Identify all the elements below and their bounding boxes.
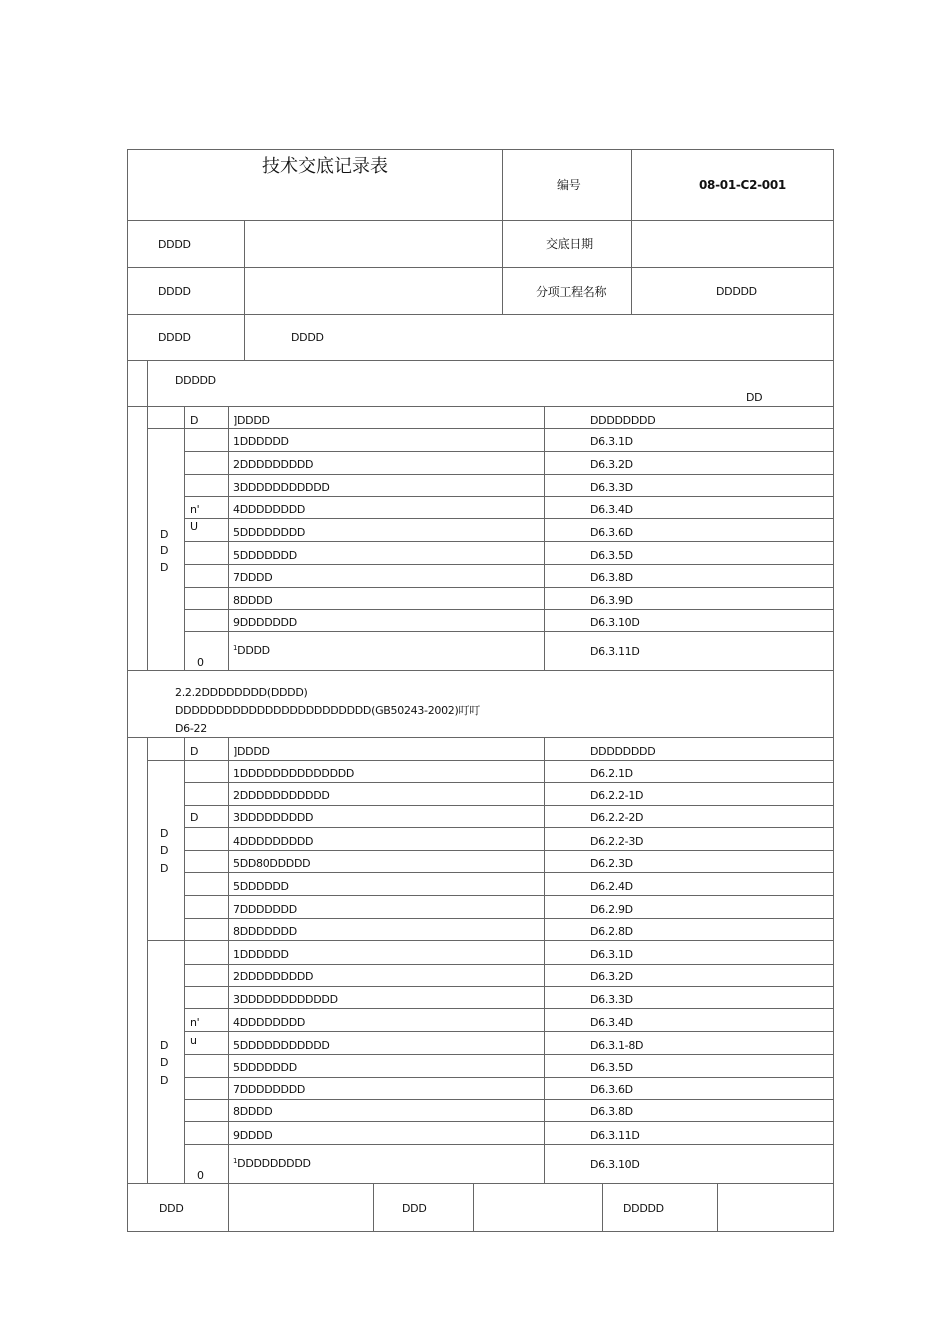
- divider: [184, 1144, 834, 1145]
- section2-col1-header: D: [190, 745, 199, 758]
- section1-title: DDDDD: [175, 374, 216, 387]
- divider: [184, 986, 834, 987]
- divider: [228, 1183, 229, 1232]
- table-cell-ref: D6.3.1D: [590, 948, 633, 961]
- table-cell-ref: D6.3.1-8D: [590, 1039, 644, 1052]
- divider: [127, 1183, 834, 1184]
- divider: [184, 564, 834, 565]
- divider: [127, 406, 834, 407]
- section2-line1: 2.2.2DDDDDDDD(DDDD): [175, 686, 308, 699]
- footer-label-2: DDD: [402, 1202, 427, 1215]
- divider: [147, 737, 148, 1183]
- divider: [127, 220, 834, 221]
- divider: [228, 737, 229, 1183]
- divider: [184, 587, 834, 588]
- divider: [184, 609, 834, 610]
- table-cell-item: 1DDDDDDDDDDDDDD: [233, 767, 355, 780]
- section1-group-label: D: [160, 528, 169, 541]
- section1-col2-header: ]DDDD: [233, 414, 270, 427]
- table-cell-ref: D6.3.11D: [590, 1129, 640, 1142]
- side-mark: 0: [197, 1169, 204, 1182]
- table-cell-ref: D6.2.2-3D: [590, 835, 644, 848]
- divider: [184, 1099, 834, 1100]
- side-mark: U: [190, 520, 198, 533]
- date-label: 交底日期: [546, 237, 593, 251]
- table-cell-item: 5DDDDDDDD: [233, 526, 306, 539]
- divider: [184, 1054, 834, 1055]
- table-cell-item: 2DDDDDDDDD: [233, 970, 314, 983]
- table-cell-ref: D6.3.9D: [590, 594, 633, 607]
- divider: [127, 360, 834, 361]
- section2-line2: DDDDDDDDDDDDDDDDDDDDDDDD(GB50243-2002)叮叮: [175, 704, 480, 717]
- side-mark: 0: [197, 656, 204, 669]
- section1-col3-header: DDDDDDDD: [590, 414, 656, 427]
- table-cell-item: 3DDDDDDDDD: [233, 811, 314, 824]
- side-mark: n': [190, 1016, 200, 1029]
- table-cell-item: 9DDDDDDD: [233, 616, 297, 629]
- table-cell-ref: D6.3.3D: [590, 481, 633, 494]
- info-value-3: DDDD: [291, 331, 324, 344]
- superscript: 1: [233, 644, 238, 652]
- section2-col3-header: DDDDDDDD: [590, 745, 656, 758]
- divider: [184, 964, 834, 965]
- footer-label-1: DDD: [159, 1202, 184, 1215]
- table-cell-ref: D6.2.8D: [590, 925, 633, 938]
- table-cell-ref: D6.3.5D: [590, 1061, 633, 1074]
- divider: [184, 518, 834, 519]
- table-cell-ref: D6.3.2D: [590, 970, 633, 983]
- section1-note: DD: [746, 391, 763, 404]
- divider: [184, 1008, 834, 1009]
- table-cell-item: 5DDDDDDDDDDD: [233, 1039, 330, 1052]
- divider: [147, 940, 834, 941]
- divider: [184, 805, 834, 806]
- table-cell-ref: D6.3.6D: [590, 526, 633, 539]
- divider: [244, 220, 245, 360]
- table-cell-ref: D6.3.10D: [590, 1158, 640, 1171]
- divider: [184, 474, 834, 475]
- table-cell-ref: D6.3.4D: [590, 503, 633, 516]
- divider: [184, 1077, 834, 1078]
- group2-label: D: [160, 1074, 169, 1087]
- section1-col1-header: D: [190, 414, 199, 427]
- group1-label: D: [160, 862, 169, 875]
- table-cell-item: 7DDDDDDD: [233, 903, 297, 916]
- divider: [184, 1031, 834, 1032]
- section2-line3: D6-22: [175, 722, 207, 735]
- divider: [473, 1183, 474, 1232]
- divider: [602, 1183, 603, 1232]
- divider: [184, 1121, 834, 1122]
- divider: [147, 428, 834, 429]
- table-cell-item: 1DDDDDD: [233, 435, 289, 448]
- table-cell-item: 5DD80DDDDD: [233, 857, 311, 870]
- table-cell-ref: D6.3.4D: [590, 1016, 633, 1029]
- table-cell-item: 7DDDDDDDD: [233, 1083, 306, 1096]
- side-mark: n': [190, 503, 200, 516]
- group1-label: D: [160, 827, 169, 840]
- table-cell-ref: D6.3.10D: [590, 616, 640, 629]
- table-cell-ref: D6.3.8D: [590, 571, 633, 584]
- table-cell-ref: D6.3.11D: [590, 645, 640, 658]
- divider: [184, 496, 834, 497]
- divider: [127, 267, 834, 268]
- side-mark: u: [190, 1034, 197, 1047]
- item-text: DDDD: [237, 644, 270, 657]
- table-cell-item: 2DDDDDDDDD: [233, 458, 314, 471]
- table-cell-item: 9DDDD: [233, 1129, 273, 1142]
- footer-label-3: DDDDD: [623, 1202, 664, 1215]
- table-cell-ref: D6.2.2-1D: [590, 789, 644, 802]
- section1-group-label: D: [160, 561, 169, 574]
- table-cell-ref: D6.3.3D: [590, 993, 633, 1006]
- table-cell-item: 5DDDDDD: [233, 880, 289, 893]
- divider: [147, 760, 834, 761]
- divider: [184, 872, 834, 873]
- table-cell-ref: D6.2.9D: [590, 903, 633, 916]
- table-cell-item: 4DDDDDDDDD: [233, 835, 314, 848]
- group2-label: D: [160, 1039, 169, 1052]
- table-cell-ref: D6.2.3D: [590, 857, 633, 870]
- table-cell-item: [233, 644, 270, 657]
- table-cell-item: 1DDDDDD: [233, 948, 289, 961]
- table-cell-item: 5DDDDDDD: [233, 549, 297, 562]
- table-cell-item: 4DDDDDDDD: [233, 1016, 306, 1029]
- info-label-3: DDDD: [158, 331, 191, 344]
- code-value: 08-01-C2-001: [699, 178, 786, 192]
- table-cell-ref: D6.3.2D: [590, 458, 633, 471]
- divider: [502, 149, 503, 314]
- subitem-value: DDDDD: [716, 285, 757, 298]
- table-cell-item: 3DDDDDDDDDDDD: [233, 993, 338, 1006]
- divider: [373, 1183, 374, 1232]
- table-cell-ref: D6.2.1D: [590, 767, 633, 780]
- table-cell-item: 3DDDDDDDDDDD: [233, 481, 330, 494]
- divider: [184, 895, 834, 896]
- divider: [184, 451, 834, 452]
- divider: [184, 782, 834, 783]
- table-cell-ref: D6.3.6D: [590, 1083, 633, 1096]
- divider: [717, 1183, 718, 1232]
- table-cell-ref: D6.3.8D: [590, 1105, 633, 1118]
- divider: [184, 631, 834, 632]
- table-cell-ref: D6.3.1D: [590, 435, 633, 448]
- divider: [184, 918, 834, 919]
- section1-group-label: D: [160, 544, 169, 557]
- table-cell-item: 8DDDD: [233, 1105, 273, 1118]
- superscript: 1: [233, 1157, 238, 1165]
- table-cell-item: 4DDDDDDDD: [233, 503, 306, 516]
- item-text: DDDDDDDDD: [237, 1157, 311, 1170]
- group1-mark: D: [190, 811, 199, 824]
- table-cell-item: 5DDDDDDD: [233, 1061, 297, 1074]
- divider: [184, 737, 185, 1183]
- subitem-label: 分项工程名称: [536, 285, 607, 299]
- divider: [184, 850, 834, 851]
- divider: [127, 670, 834, 671]
- section2-col2-header: ]DDDD: [233, 745, 270, 758]
- table-cell-item: 8DDDDDDD: [233, 925, 297, 938]
- group1-label: D: [160, 844, 169, 857]
- table-cell-item: 2DDDDDDDDDDD: [233, 789, 330, 802]
- divider: [184, 827, 834, 828]
- divider: [184, 541, 834, 542]
- divider: [631, 149, 632, 314]
- group2-label: D: [160, 1056, 169, 1069]
- divider: [127, 737, 834, 738]
- table-cell-item: 7DDDD: [233, 571, 273, 584]
- table-cell-ref: D6.2.4D: [590, 880, 633, 893]
- table-cell-item: [233, 1157, 311, 1170]
- divider: [127, 314, 834, 315]
- info-label-2: DDDD: [158, 285, 191, 298]
- page-title: 技术交底记录表: [262, 156, 388, 177]
- table-cell-ref: D6.2.2-2D: [590, 811, 644, 824]
- table-cell-item: 8DDDD: [233, 594, 273, 607]
- code-label: 编号: [557, 178, 581, 192]
- table-cell-ref: D6.3.5D: [590, 549, 633, 562]
- divider: [544, 737, 545, 1183]
- info-label-1: DDDD: [158, 238, 191, 251]
